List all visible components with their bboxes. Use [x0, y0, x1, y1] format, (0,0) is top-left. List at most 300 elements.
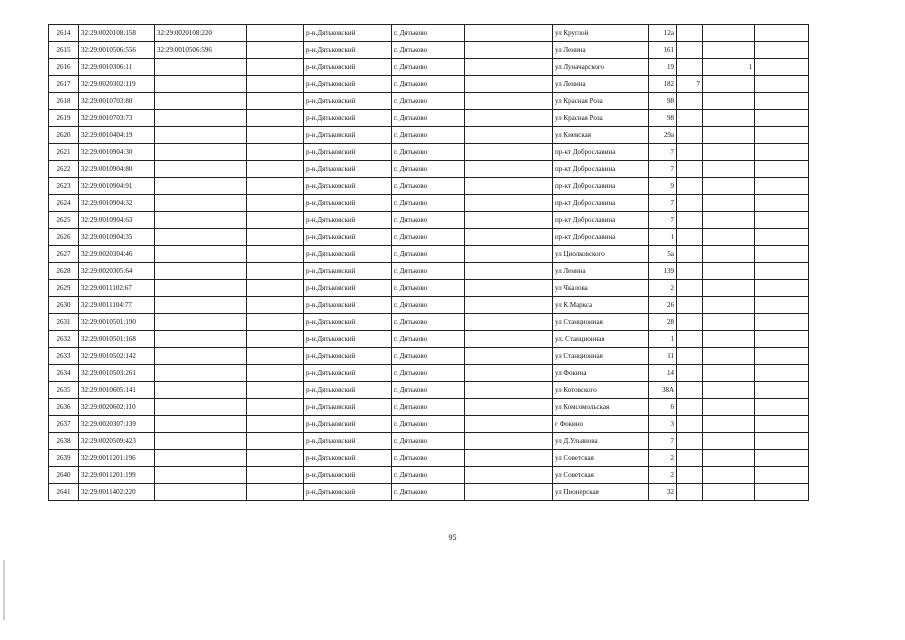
- cell-c2: [703, 416, 755, 433]
- cell-empty: [465, 331, 553, 348]
- cell-n: 2626: [49, 229, 79, 246]
- cell-district: р-н.Дятьковский: [304, 178, 392, 195]
- cell-n: 2623: [49, 178, 79, 195]
- cell-c1: [677, 280, 703, 297]
- cell-c1: [677, 161, 703, 178]
- cell-city: г. Дятьково: [392, 144, 465, 161]
- cell-empty: [755, 229, 809, 246]
- cell-n: 2629: [49, 280, 79, 297]
- cell-empty: [755, 467, 809, 484]
- cell-cad1: 32:29:0011102:67: [79, 280, 155, 297]
- cell-c1: [677, 178, 703, 195]
- cell-empty: [465, 467, 553, 484]
- cell-house: 182: [649, 76, 677, 93]
- cell-street: ул Пионерская: [553, 484, 649, 501]
- cell-house: 7: [649, 144, 677, 161]
- cell-cad2: [155, 144, 247, 161]
- cell-cad1: 32:29:0011201:199: [79, 467, 155, 484]
- cell-c1: [677, 229, 703, 246]
- cell-house: 26: [649, 297, 677, 314]
- cell-street: пр-кт Доброславина: [553, 161, 649, 178]
- table-row: [49, 467, 809, 484]
- cell-c2: [703, 25, 755, 42]
- cell-cad2: [155, 467, 247, 484]
- cell-cad2: [155, 59, 247, 76]
- cell-cad1: 32:29:0011402:220: [79, 484, 155, 501]
- cell-house: 2: [649, 467, 677, 484]
- cell-c1: [677, 127, 703, 144]
- cell-empty: [247, 484, 304, 501]
- cell-city: г. Дятьково: [392, 399, 465, 416]
- cell-empty: [465, 161, 553, 178]
- cell-empty: [755, 161, 809, 178]
- cell-n: 2622: [49, 161, 79, 178]
- cell-n: 2628: [49, 263, 79, 280]
- cell-empty: [465, 348, 553, 365]
- cell-n: 2621: [49, 144, 79, 161]
- scan-edge-mark: [3, 560, 5, 620]
- cell-street: ул Ленина: [553, 263, 649, 280]
- cell-c1: [677, 433, 703, 450]
- table-row: [49, 212, 809, 229]
- cell-street: ул Чкалова: [553, 280, 649, 297]
- cell-empty: [465, 110, 553, 127]
- cell-street: ул Красная Роза: [553, 93, 649, 110]
- cell-empty: [247, 25, 304, 42]
- cell-street: ул Круглой: [553, 25, 649, 42]
- cell-city: г. Дятьково: [392, 263, 465, 280]
- cell-cad2: [155, 416, 247, 433]
- cell-district: р-н.Дятьковский: [304, 314, 392, 331]
- cell-house: 7: [649, 433, 677, 450]
- cell-empty: [755, 399, 809, 416]
- cell-empty: [465, 416, 553, 433]
- cell-empty: [465, 144, 553, 161]
- cell-district: р-н.Дятьковский: [304, 59, 392, 76]
- table-row: [49, 484, 809, 501]
- cell-house: 7: [649, 212, 677, 229]
- cell-street: пр-кт Доброславина: [553, 178, 649, 195]
- cell-street: пр-кт Доброславина: [553, 144, 649, 161]
- cell-street: г Фокино: [553, 416, 649, 433]
- cell-n: 2633: [49, 348, 79, 365]
- cell-c1: 7: [677, 76, 703, 93]
- cell-cad2: [155, 297, 247, 314]
- cell-city: г. Дятьково: [392, 246, 465, 263]
- registry-rows: [49, 25, 809, 501]
- cell-empty: [755, 280, 809, 297]
- cell-empty: [247, 195, 304, 212]
- cell-empty: [247, 212, 304, 229]
- cell-street: ул К.Маркса: [553, 297, 649, 314]
- cell-cad1: 32:29:0010506:556: [79, 42, 155, 59]
- cell-empty: [465, 450, 553, 467]
- cell-empty: [755, 42, 809, 59]
- cell-empty: [465, 365, 553, 382]
- cell-cad2: [155, 382, 247, 399]
- cell-district: р-н.Дятьковский: [304, 331, 392, 348]
- cell-empty: [465, 59, 553, 76]
- cell-c1: [677, 212, 703, 229]
- cell-empty: [755, 331, 809, 348]
- cell-district: р-н.Дятьковский: [304, 229, 392, 246]
- cell-district: р-н.Дятьковский: [304, 348, 392, 365]
- cell-n: 2636: [49, 399, 79, 416]
- cell-district: р-н.Дятьковский: [304, 399, 392, 416]
- cell-empty: [755, 195, 809, 212]
- table-row: [49, 331, 809, 348]
- cell-cad2: [155, 110, 247, 127]
- cell-empty: [465, 229, 553, 246]
- cell-c1: [677, 110, 703, 127]
- table-row: [49, 42, 809, 59]
- cell-district: р-н.Дятьковский: [304, 93, 392, 110]
- cell-empty: [465, 25, 553, 42]
- cell-c1: [677, 42, 703, 59]
- table-row: [49, 382, 809, 399]
- cell-city: г. Дятьково: [392, 229, 465, 246]
- cell-empty: [247, 127, 304, 144]
- cell-district: р-н.Дятьковский: [304, 280, 392, 297]
- cell-street: ул Советская: [553, 467, 649, 484]
- cell-empty: [247, 331, 304, 348]
- cell-cad1: 32:29:0020602:110: [79, 399, 155, 416]
- cell-house: 3: [649, 416, 677, 433]
- cell-empty: [247, 433, 304, 450]
- cell-empty: [247, 297, 304, 314]
- cell-street: ул Комсомольская: [553, 399, 649, 416]
- cell-cad1: 32:29:0010501:168: [79, 331, 155, 348]
- cell-city: г. Дятьково: [392, 93, 465, 110]
- table-row: [49, 144, 809, 161]
- cell-c2: [703, 331, 755, 348]
- cell-c2: [703, 450, 755, 467]
- table-row: [49, 229, 809, 246]
- cell-c1: [677, 195, 703, 212]
- page-number: 95: [448, 533, 457, 542]
- cell-house: 9: [649, 178, 677, 195]
- table-row: [49, 195, 809, 212]
- cell-c1: [677, 246, 703, 263]
- cell-street: ул Станционная: [553, 314, 649, 331]
- cell-empty: [247, 314, 304, 331]
- cell-cad2: [155, 195, 247, 212]
- cell-street: ул Красная Роза: [553, 110, 649, 127]
- cell-district: р-н.Дятьковский: [304, 467, 392, 484]
- cell-empty: [465, 263, 553, 280]
- cell-c2: [703, 195, 755, 212]
- cell-house: 98: [649, 110, 677, 127]
- cell-n: 2620: [49, 127, 79, 144]
- cell-c1: [677, 93, 703, 110]
- cell-city: г. Дятьково: [392, 484, 465, 501]
- cell-c2: [703, 467, 755, 484]
- cell-c2: [703, 161, 755, 178]
- cell-empty: [755, 450, 809, 467]
- cell-cad1: 32:29:0010904:32: [79, 195, 155, 212]
- cell-c1: [677, 25, 703, 42]
- cell-city: г. Дятьково: [392, 348, 465, 365]
- cell-empty: [465, 297, 553, 314]
- cell-district: р-н.Дятьковский: [304, 127, 392, 144]
- cell-empty: [247, 161, 304, 178]
- cell-n: 2634: [49, 365, 79, 382]
- cell-c1: [677, 416, 703, 433]
- cell-city: г. Дятьково: [392, 212, 465, 229]
- table-row: [49, 314, 809, 331]
- cell-street: ул Луначарского: [553, 59, 649, 76]
- cell-city: г. Дятьково: [392, 127, 465, 144]
- cell-empty: [755, 365, 809, 382]
- cell-district: р-н.Дятьковский: [304, 195, 392, 212]
- cell-c2: [703, 280, 755, 297]
- table-row: [49, 348, 809, 365]
- cell-n: 2625: [49, 212, 79, 229]
- table-row: [49, 365, 809, 382]
- cell-n: 2639: [49, 450, 79, 467]
- cell-cad2: [155, 127, 247, 144]
- cell-street: ул Циолковского: [553, 246, 649, 263]
- cell-c2: [703, 76, 755, 93]
- table-row: [49, 110, 809, 127]
- cell-c2: [703, 484, 755, 501]
- cell-c1: [677, 484, 703, 501]
- cell-c1: [677, 399, 703, 416]
- cell-cad1: 32:29:0010503:261: [79, 365, 155, 382]
- cell-empty: [755, 25, 809, 42]
- cell-empty: [755, 59, 809, 76]
- cell-empty: [755, 110, 809, 127]
- cell-cad1: 32:29:0020509:423: [79, 433, 155, 450]
- cell-empty: [247, 263, 304, 280]
- cell-city: г. Дятьково: [392, 42, 465, 59]
- cell-empty: [247, 382, 304, 399]
- cell-cad1: 32:29:0010605:141: [79, 382, 155, 399]
- cell-cad2: [155, 348, 247, 365]
- cell-empty: [247, 246, 304, 263]
- table-row: [49, 59, 809, 76]
- cell-empty: [465, 280, 553, 297]
- cell-n: 2616: [49, 59, 79, 76]
- cell-empty: [247, 144, 304, 161]
- cell-city: г. Дятьково: [392, 365, 465, 382]
- cell-house: 6: [649, 399, 677, 416]
- cell-c2: [703, 246, 755, 263]
- cell-n: 2630: [49, 297, 79, 314]
- cell-district: р-н.Дятьковский: [304, 110, 392, 127]
- cell-cad1: 32:29:0020307:139: [79, 416, 155, 433]
- table-row: [49, 161, 809, 178]
- cell-cad2: [155, 314, 247, 331]
- cell-c2: [703, 229, 755, 246]
- cell-district: р-н.Дятьковский: [304, 297, 392, 314]
- cell-n: 2614: [49, 25, 79, 42]
- cell-street: пр-кт Доброславина: [553, 195, 649, 212]
- cell-empty: [755, 297, 809, 314]
- cell-n: 2627: [49, 246, 79, 263]
- cell-empty: [755, 382, 809, 399]
- cell-district: р-н.Дятьковский: [304, 76, 392, 93]
- cell-empty: [755, 178, 809, 195]
- cell-cad1: 32:29:0010904:80: [79, 161, 155, 178]
- cell-c1: [677, 314, 703, 331]
- cell-cad2: [155, 263, 247, 280]
- cell-cad2: 32:29:0020108:220: [155, 25, 247, 42]
- cell-empty: [755, 484, 809, 501]
- cell-street: ул Советская: [553, 450, 649, 467]
- cell-district: р-н.Дятьковский: [304, 382, 392, 399]
- cell-n: 2637: [49, 416, 79, 433]
- cell-city: г. Дятьково: [392, 314, 465, 331]
- cell-empty: [247, 229, 304, 246]
- cell-cad2: [155, 76, 247, 93]
- cell-house: 7: [649, 195, 677, 212]
- cell-district: р-н.Дятьковский: [304, 433, 392, 450]
- cell-street: ул Ленина: [553, 76, 649, 93]
- cell-c2: [703, 127, 755, 144]
- cell-city: г. Дятьково: [392, 59, 465, 76]
- cell-c2: [703, 178, 755, 195]
- table-row: [49, 280, 809, 297]
- cell-n: 2615: [49, 42, 79, 59]
- cell-house: 1: [649, 229, 677, 246]
- cell-cad1: 32:29:0020108:158: [79, 25, 155, 42]
- cell-house: 1: [649, 331, 677, 348]
- cell-empty: [247, 399, 304, 416]
- cell-house: 14: [649, 365, 677, 382]
- cell-empty: [465, 246, 553, 263]
- cell-district: р-н.Дятьковский: [304, 42, 392, 59]
- cell-c2: [703, 399, 755, 416]
- cell-cad2: [155, 246, 247, 263]
- cell-c1: [677, 348, 703, 365]
- cell-cad2: [155, 365, 247, 382]
- cell-city: г. Дятьково: [392, 25, 465, 42]
- cell-house: 2: [649, 280, 677, 297]
- cell-street: ул Киевская: [553, 127, 649, 144]
- cell-c2: 1: [703, 59, 755, 76]
- cell-n: 2618: [49, 93, 79, 110]
- cell-empty: [465, 127, 553, 144]
- cell-house: 11: [649, 348, 677, 365]
- cell-cad1: 32:29:0010703:80: [79, 93, 155, 110]
- cell-city: г. Дятьково: [392, 76, 465, 93]
- cell-empty: [465, 314, 553, 331]
- cell-empty: [247, 59, 304, 76]
- cell-empty: [755, 246, 809, 263]
- table-row: [49, 25, 809, 42]
- table-row: [49, 263, 809, 280]
- cell-house: 29а: [649, 127, 677, 144]
- table-row: [49, 127, 809, 144]
- cell-cad1: 32:29:0020302:119: [79, 76, 155, 93]
- cell-c1: [677, 297, 703, 314]
- table-row: [49, 76, 809, 93]
- cell-empty: [247, 280, 304, 297]
- cell-house: 5а: [649, 246, 677, 263]
- cell-c2: [703, 42, 755, 59]
- cell-c1: [677, 467, 703, 484]
- cell-house: 12а: [649, 25, 677, 42]
- cell-cad1: 32:29:0020305:64: [79, 263, 155, 280]
- cell-cad1: 32:29:0010904:30: [79, 144, 155, 161]
- cell-house: 161: [649, 42, 677, 59]
- cell-cad2: [155, 450, 247, 467]
- cell-empty: [247, 450, 304, 467]
- cell-empty: [465, 484, 553, 501]
- cell-city: г. Дятьково: [392, 110, 465, 127]
- cell-n: 2619: [49, 110, 79, 127]
- cell-empty: [465, 212, 553, 229]
- cell-n: 2638: [49, 433, 79, 450]
- cell-city: г. Дятьково: [392, 331, 465, 348]
- cell-cad2: [155, 399, 247, 416]
- cell-city: г. Дятьково: [392, 178, 465, 195]
- cell-district: р-н.Дятьковский: [304, 161, 392, 178]
- table-row: [49, 399, 809, 416]
- cell-district: р-н.Дятьковский: [304, 365, 392, 382]
- cell-house: 19: [649, 59, 677, 76]
- cell-empty: [755, 263, 809, 280]
- cell-street: ул. Станционная: [553, 331, 649, 348]
- cell-c2: [703, 433, 755, 450]
- cell-n: 2617: [49, 76, 79, 93]
- table-row: [49, 433, 809, 450]
- cell-house: 38А: [649, 382, 677, 399]
- cell-c2: [703, 212, 755, 229]
- cell-empty: [465, 93, 553, 110]
- cell-c2: [703, 348, 755, 365]
- cell-city: г. Дятьково: [392, 450, 465, 467]
- cell-cad1: 32:29:0011201:196: [79, 450, 155, 467]
- cell-empty: [247, 348, 304, 365]
- cell-empty: [465, 382, 553, 399]
- cell-empty: [247, 178, 304, 195]
- cell-district: р-н.Дятьковский: [304, 246, 392, 263]
- cell-c2: [703, 110, 755, 127]
- cell-cad1: 32:29:0010904:91: [79, 178, 155, 195]
- table-row: [49, 246, 809, 263]
- cell-street: ул Ленина: [553, 42, 649, 59]
- cell-empty: [755, 127, 809, 144]
- cell-district: р-н.Дятьковский: [304, 263, 392, 280]
- cell-street: ул Станционная: [553, 348, 649, 365]
- cell-cad1: 32:29:0010501:190: [79, 314, 155, 331]
- cell-cad2: [155, 280, 247, 297]
- cell-empty: [465, 195, 553, 212]
- cell-empty: [755, 144, 809, 161]
- cell-city: г. Дятьково: [392, 280, 465, 297]
- cell-city: г. Дятьково: [392, 382, 465, 399]
- cell-cad2: [155, 433, 247, 450]
- cell-city: г. Дятьково: [392, 297, 465, 314]
- cell-n: 2632: [49, 331, 79, 348]
- cell-empty: [465, 76, 553, 93]
- cell-empty: [755, 93, 809, 110]
- cell-house: 139: [649, 263, 677, 280]
- cell-cad1: 32:29:0010904:63: [79, 212, 155, 229]
- cell-city: г. Дятьково: [392, 467, 465, 484]
- cell-n: 2635: [49, 382, 79, 399]
- cell-empty: [247, 110, 304, 127]
- cell-cad2: [155, 229, 247, 246]
- cell-district: р-н.Дятьковский: [304, 484, 392, 501]
- cell-empty: [247, 42, 304, 59]
- cell-empty: [755, 348, 809, 365]
- cell-cad1: 32:29:0010502:142: [79, 348, 155, 365]
- cell-cad2: [155, 161, 247, 178]
- cell-empty: [755, 433, 809, 450]
